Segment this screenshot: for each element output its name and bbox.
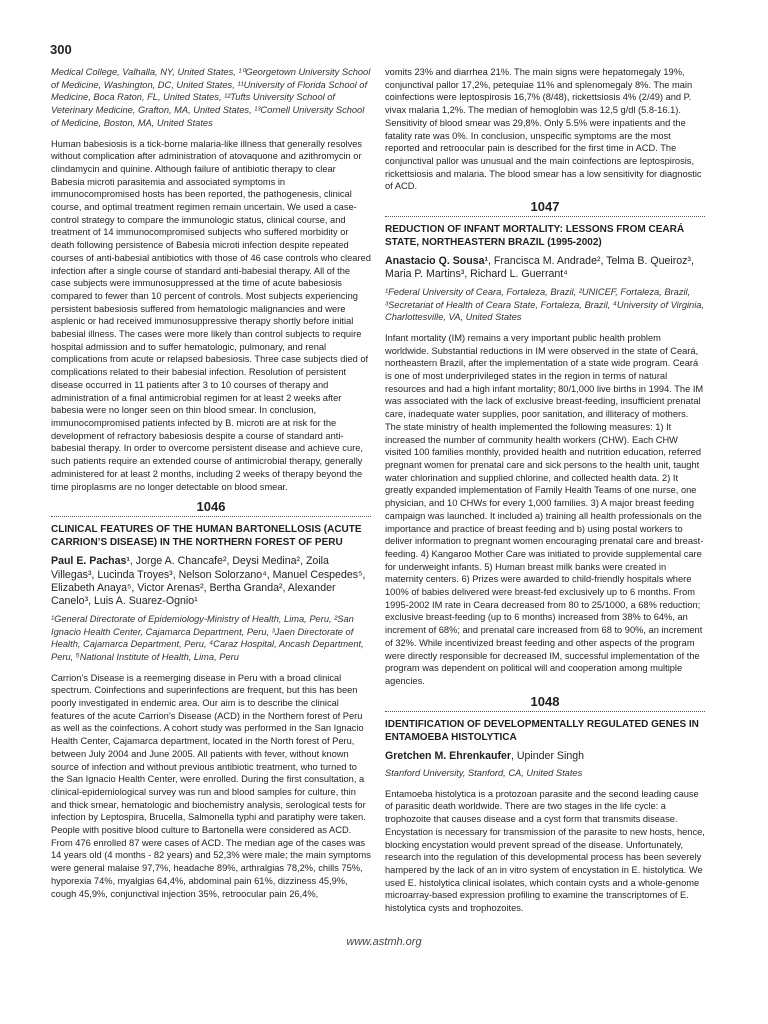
- co-authors: , Upinder Singh: [510, 749, 585, 762]
- abstract-1047: [385, 199, 705, 688]
- abstract-1048: [385, 694, 705, 915]
- co-authors: , Francisca M. Andrade², Telma B. Queiroz³, Maria P. Martins³, Richard L. Guerrant⁴: [385, 255, 694, 281]
- abstract-1046: [51, 499, 371, 900]
- abstract-title: IDENTIFICATION OF DEVELOPMENTALLY REGULATED GENES IN ENTAMOEBA HISTOLYTICA: [385, 718, 699, 743]
- abstract-affiliations: Stanford University, Stanford, CA, United States: [385, 768, 583, 779]
- abstract-authors: [385, 255, 705, 282]
- right-column: [385, 66, 705, 919]
- abstract-number: 1048: [530, 693, 560, 709]
- divider: [51, 516, 371, 517]
- presenting-author: Anastacio Q. Sousa¹: [385, 255, 489, 268]
- abstract-title: CLINICAL FEATURES OF THE HUMAN BARTONELLOSIS (ACUTE CARRION’S DISEASE) IN THE NORTHERN FOREST OF PERU: [51, 524, 362, 549]
- affiliations-continued: Medical College, Valhalla, NY, United States, ¹⁰Georgetown University School of Medicine, Washington, DC, United States, ¹¹University of Florida School of Medicine, Boca Raton, FL, United States, ¹²Tufts University School of Veterinary Medicine, Grafton, MA, United States, ¹³Cornell University School of Medicine, Boston, MA, United States: [51, 67, 371, 128]
- footer-url: www.astmh.org: [346, 936, 422, 948]
- abstract-authors: [51, 555, 371, 609]
- abstract-1046-body-continued: vomits 23% and diarrhea 21%. The main signs were hepatomegaly 19%, conjunctival pallor 17,2%, petequiae 11% and splenomegaly 8%. The main coinfections were leptospirosis 16,7% (8/48), rickettsiosis 4% (2/49) and P. vivax malaria 1,2%. The median of hemoglobin was 12,5 g/dl (5.8-16.1). Sensitivity of blood smear was 29,8%. Only 5.5% were inpatients and the fatality rate was 0%. In conclusion, unspecific symptoms are the most reported and retroocular pain is described for the first time in ACD. The conjunctival pallor was unusual and the main coinfections are leptospirosis, rickettsiosis and malaria. The blood smear has a low sensitivity for diagnostic of ACD.: [385, 67, 702, 192]
- abstract-body: Infant mortality (IM) remains a very important public health problem worldwide. Substantial reductions in IM were observed in the state of Ceará, northeastern Brazil, after the implementation of a state wide program. Ceará is one of most underprivileged states in the region in terms of natural resources and had a high infant mortality; 80/1,000 live births in 1994. The IM was associated with the lack of exclusive breast-feeding, insufficient prenatal care, inadequate water supplies, poor sanitation, and illiteracy of mothers. The state ministry of health implemented the following measures: 1) It increased the number of community health workers (CHW). Each CHW visited 100 families monthly, provided health and nutrition education, referred pregnant women for prenatal care and sick persons to the health unit, taught water chlorination and supplied chlorine, and collected health data. 2) It greatly expanded implementation of Family Health Teams of one nurse, one physician, and 10 CHWs for every 1,000 families. 3) A major breast feeding campaign was launched. It included a) training all health professionals on the importance and practice of breast feeding and b) using postal workers to deliver information to pregnant women encouraging prenatal care and breast-feeding. 4) Kangaroo Mother Care was initiated to provide supplemental care for underweight infants. 5) Human breast milk banks were created in maternity centers. 6) Prizes were awarded to child-friendly hospitals where 100% of babies delivered were breast-fed exclusively up to 6 months. From 1995-2002 IM rate in Ceara decreased from 80 to 25/1000, a 68% reduction; exclusive breast-feeding (up to 6 months) increased from 38% to 64%, an increment of 68%; and prenatal care increased from 68 to 90%, an increment of 32%. While incentivized breast feeding and other aspects of the program were directly responsible for decreased IM, successful implementation of the program was dependent on political will and cooperation among multiple agencies.: [385, 332, 704, 686]
- co-authors: , Jorge A. Chancafe², Deysi Medina², Zoila Villegas³, Lucinda Troyes³, Nelson Solorzano⁴, Manuel Cespedes⁵, Elizabeth Anaya⁵, Victor Arenas², Bertha Granda², Alexander Canelo³, Luis A. Suarez-Ognio¹: [51, 555, 366, 608]
- presenting-author: Gretchen M. Ehrenkaufer: [385, 749, 511, 762]
- abstract-number: 1046: [196, 499, 226, 515]
- abstract-authors: [385, 750, 705, 763]
- abstract-title: REDUCTION OF INFANT MORTALITY: LESSONS FROM CEARÁ STATE, NORTHEASTERN BRAZIL (1995-2002): [385, 224, 685, 249]
- divider: [385, 711, 705, 712]
- left-column: [51, 66, 371, 904]
- presenting-author: Paul E. Pachas¹: [51, 555, 130, 568]
- divider: [385, 216, 705, 217]
- abstract-number: 1047: [530, 199, 560, 215]
- page-number: 300: [50, 42, 72, 57]
- abstract-body-continued: Human babesiosis is a tick-borne malaria-like illness that generally resolves without complication after administration of atovaquone and azithromycin or clindamycin and quinine. Although failure of antibiotic therapy to clear Babesia microti parasitemia and associated symptoms in immunocompromised hosts has been reported, the pathogenesis, clinical course, and optimal treatment regimen remain uncertain. We used a case-control strategy to compare the immunologic status, clinical course, and treatment of 14 immunocompromised subjects who suffered morbidity or death following persistence of Babesia microti infection despite repeated courses of anti-babesial antibiotics with those of 46 case controls who cleared infection after a single course of standard anti-babesial therapy. All of the case subjects were immunosuppressed at the time of acute babesiosis compared to fewer than 10 percent of controls. Most subjects experiencing persistent babesiosis suffered from hematologic malignancies and were asplenic or had received immunosuppressive therapy shortly before initial babesial illness. The cases were more likely than control subjects to require hospital admission and to suffer hematologic, pulmonary, and renal complications from acute or relapsed babesiosis. Three case subjects died of complications related to their babesial infection. Resolution of persistent disease occurred in 11 patients after 3 to 10 courses of therapy and administration of a final antimicrobial regimen for at least 2 weeks after babesia were no longer seen on thin blood smear. In conclusion, immunocompromised patients infected by B. microti are at risk for the development of refractory babesiosis despite a course of standard anti-babesial therapy. In order to overcome persistent disease and achieve cure, such patients require an extended course of antimicrobial therapy, generally administered for at least 2 months, including 2 weeks of therapy beyond the time piroplasms are no longer detectable on blood smear.: [51, 138, 371, 492]
- abstract-affiliations: ¹Federal University of Ceara, Fortaleza, Brazil, ²UNICEF, Fortaleza, Brazil, ³Secretariat of Health of Ceara State, Fortaleza, Brazil, ⁴University of Virginia, Charlottesville, VA, United States: [385, 286, 705, 323]
- abstract-affiliations: ¹General Directorate of Epidemiology-Ministry of Health, Lima, Peru, ²San Ignacio Health Center, Cajamarca Department, Peru, ³Jaen Directorate of Health, Cajamarca Department, Peru, ⁴Caraz Hospital, Ancash Department, Peru, ⁵National Institute of Health, Lima, Peru: [51, 613, 364, 662]
- abstract-body: Carrion’s Disease is a reemerging disease in Peru with a broad clinical spectrum. Coinfections and superinfections are frequent, but this has been poorly investigated in endemic area. Our aim is to describe the clinical features of the acute Carrion’s Disease (ACD) in the Northern forest of Peru as well as the coinfections. A cohort study was performed in the San Ignacio Health Center, Cajamarca department, located in the North forest of Peru, between July 2004 and June 2005. All patients with fever, without known source of infection and without previous antibiotic treatment, who turned to the San Ignacio Health Center, were enrolled. During the first consultation, a clinical-epidemiological survey was run and blood samples for culture, thin and thick smear, hematologic and biochemistry analysis, serological tests for infection by Leptospira, Brucella, Salmonella typhi and paratiphy were taken. People with positive blood culture to Bartonella were considered as ACD. From 476 enrolled 87 were cases of ACD. The median age of the cases was 14 years old (4 months - 82 years) and 52,3% were male; the main symptoms were general malaise 97,7%, headache 89%, arthralgias 78,2%, chills 75%, hyporexia 74%, myalgias 64,4%, abdominal pain 61%, dizziness 45,9%, cough 45,9%, conjunctival injection 35%, retroocular pain 26,4%,: [51, 672, 371, 899]
- abstract-body: Entamoeba histolytica is a protozoan parasite and the second leading cause of parasitic death worldwide. There are two stages in the life cycle: a trophozoite that causes disease and a cyst form that transmits disease. Encystation is necessary for transmission of the parasite to new hosts, hence, blocking encystation would prevent spread of the disease. Unfortunately, research into the regulation of this developmental process has been severely hampered by the lack of an in vitro system of encystation in E. histolytica. We used E. histolytica clinical isolates, which contain cysts and a whole-genome microarray-based expression profiling to examine the transcriptomes of E. histolytica cysts and trophozoites.: [385, 788, 705, 914]
